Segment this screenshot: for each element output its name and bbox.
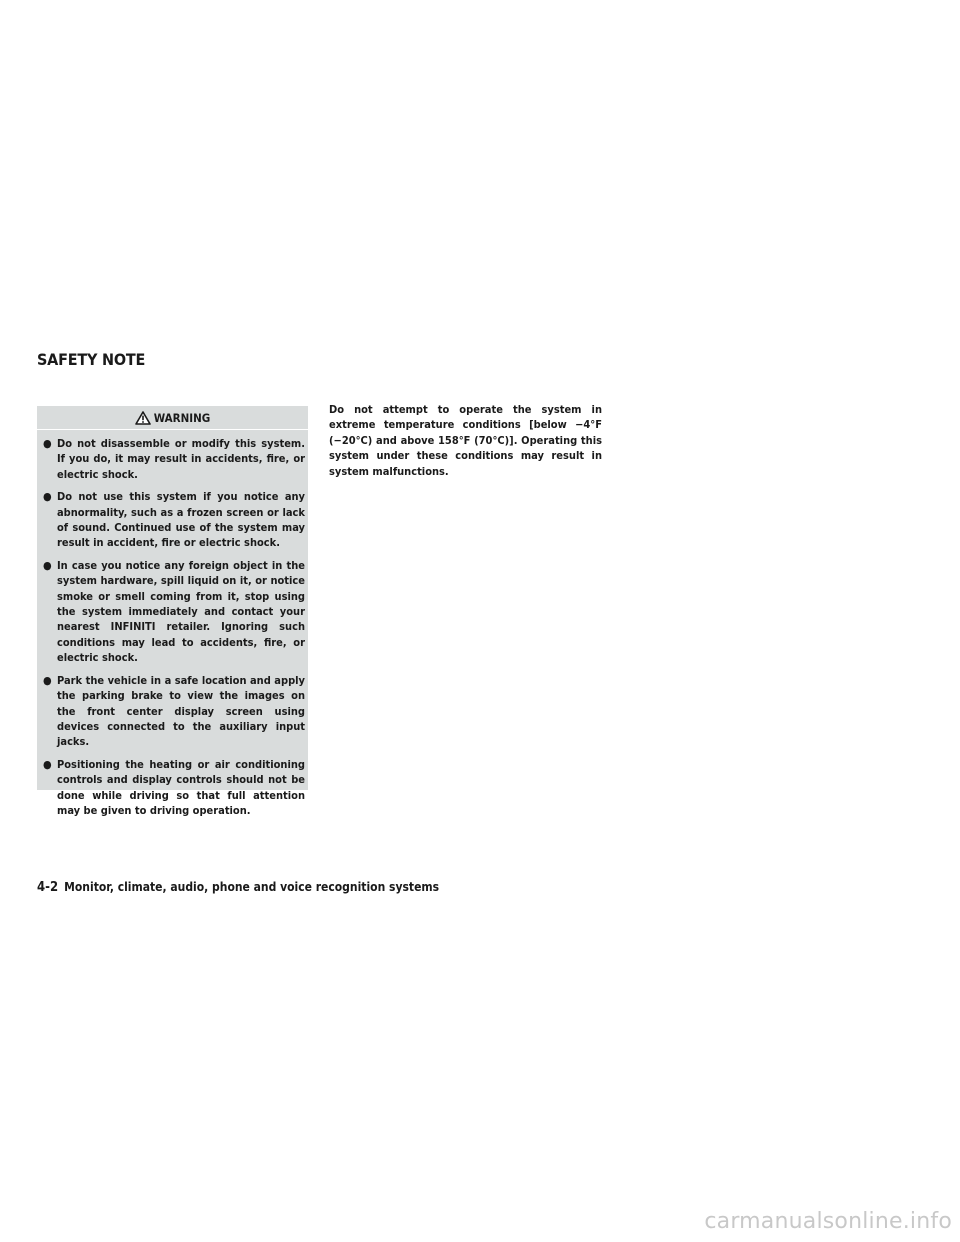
warning-item-text: Positioning the heating or air conditioning controls and display controls should not be done while driving so that full attention may be given to driving operation. <box>57 757 305 817</box>
warning-item <box>43 558 305 666</box>
page-footer <box>37 880 439 895</box>
temperature-paragraph: Do not attempt to operate the system in extreme temperature conditions [below −4°F (−20°C) and above 158°F (70°C)]. Operating this system under these conditions may result in system malfunctions. <box>329 403 602 478</box>
bullet-icon: ● <box>43 490 52 504</box>
warning-item-text: In case you notice any foreign object in the system hardware, spill liquid on it, or notice smoke or smell coming from it, stop using the system immediately and contact your nearest INFINITI retailer. Ignoring such conditions may lead to accidents, fire, or electric shock. <box>57 558 305 665</box>
warning-item-text: Do not disassemble or modify this system. If you do, it may result in accidents, fire, or electric shock. <box>57 437 305 481</box>
bullet-icon: ● <box>43 757 52 771</box>
warning-list <box>43 436 305 818</box>
chapter-title: Monitor, climate, audio, phone and voice recognition systems <box>64 880 440 894</box>
warning-box <box>37 406 308 817</box>
bullet-icon: ● <box>43 437 52 450</box>
bullet-icon: ● <box>43 673 52 687</box>
watermark: carmanualsonline.info <box>704 1209 952 1234</box>
warning-item <box>43 757 305 819</box>
warning-item <box>43 673 305 750</box>
bullet-icon: ● <box>43 558 52 572</box>
warning-item-text: Do not use this system if you notice any abnormality, such as a frozen screen or lack of sound. Continued use of the system may result in accident, fire or electric shock. <box>57 490 305 550</box>
warning-header <box>37 406 308 430</box>
section-heading: SAFETY NOTE <box>37 350 146 369</box>
page-number: 4-2 <box>37 880 59 895</box>
warning-item-text: Park the vehicle in a safe location and apply the parking brake to view the images on the front center display screen using devices connected to the auxiliary input jacks. <box>57 673 305 749</box>
warning-title: WARNING <box>153 410 211 425</box>
warning-item <box>43 489 305 551</box>
warning-triangle-icon <box>135 411 151 425</box>
warning-item <box>43 436 305 482</box>
